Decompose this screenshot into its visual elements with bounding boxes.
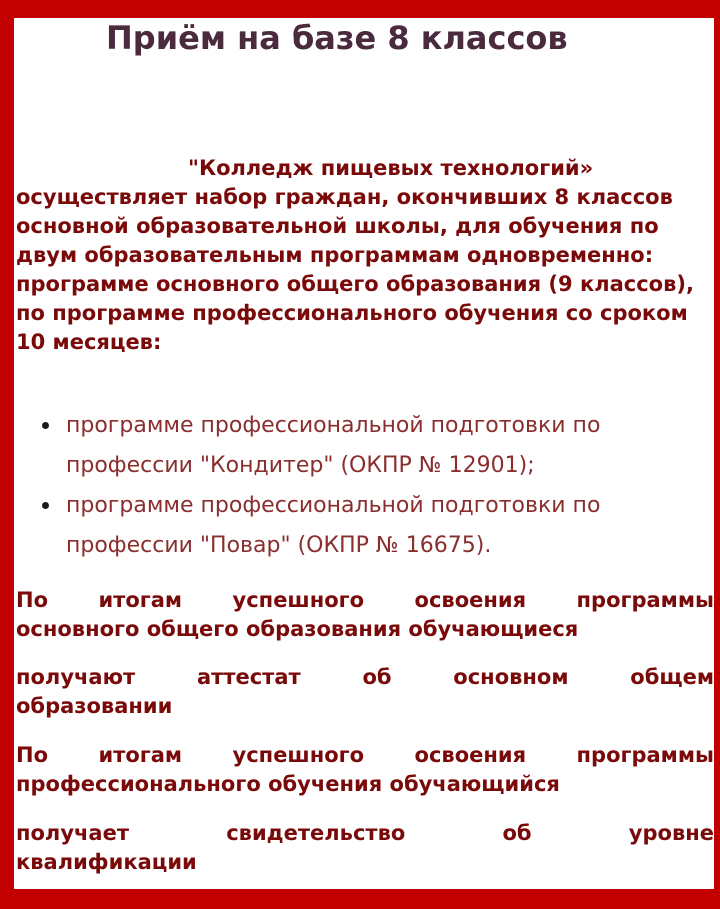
paragraph-line: квалификации <box>16 850 197 874</box>
program-list <box>16 406 706 566</box>
intro-paragraph: "Колледж пищевых технологий» осуществляет набор граждан, окончивших 8 классов основной образовательной школы, для обучения по двум образовательным программам одновременно: программе основного общего образования (9 классов), по программе профессионального обучения со сроком 10 месяцев: <box>16 156 694 354</box>
paragraph-line: основного общего образования обучающиеся <box>16 617 579 641</box>
program-text: программе профессиональной подготовки по профессии "Кондитер" (ОКПР № 12901); <box>66 413 601 478</box>
program-text: программе профессиональной подготовки по профессии "Повар" (ОКПР № 16675). <box>66 493 601 558</box>
certificate-paragraph <box>16 663 714 721</box>
paragraph-line: получают аттестат об основном общем <box>16 665 714 689</box>
paragraph-line: профессионального обучения обучающийся <box>16 772 560 796</box>
page-title: Приём на базе 8 классов <box>106 19 568 57</box>
list-item <box>66 406 706 486</box>
result-paragraph-professional <box>16 741 714 799</box>
paragraph-line: По итогам успешного освоения программы <box>16 743 714 767</box>
paragraph-line: образовании <box>16 694 173 718</box>
bullet-icon <box>42 422 49 429</box>
bullet-icon <box>42 502 49 509</box>
list-item <box>66 486 706 566</box>
paragraph-line: получает свидетельство об уровне <box>16 821 714 845</box>
result-paragraph-general <box>16 586 714 644</box>
qualification-paragraph <box>16 819 714 877</box>
paragraph-line: По итогам успешного освоения программы <box>16 588 714 612</box>
